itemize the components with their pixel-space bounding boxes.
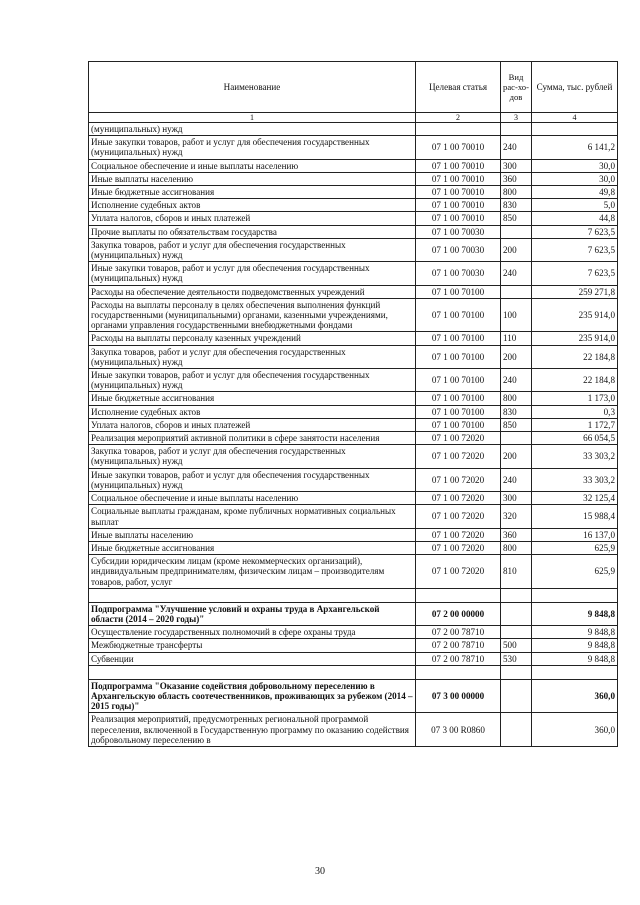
cell-sum: 22 184,8: [532, 345, 618, 368]
cell-code: 07 1 00 72020: [416, 492, 501, 505]
table-row: [89, 186, 618, 199]
cell-vid: 240: [501, 136, 532, 159]
cell-vid: 320: [501, 505, 532, 528]
cell-name: Иные закупки товаров, работ и услуг для обеспечения государственных (муниципальных) нужд: [89, 468, 416, 491]
table-row: [89, 652, 618, 665]
table-row: [89, 418, 618, 431]
table-row: [89, 626, 618, 639]
cell-code: 07 1 00 70100: [416, 332, 501, 345]
table-row: [89, 159, 618, 172]
cell-name: Межбюджетные трансферты: [89, 639, 416, 652]
cell-sum: 235 914,0: [532, 298, 618, 332]
table-row: [89, 298, 618, 332]
cell-vid: 110: [501, 332, 532, 345]
cell-code: 07 2 00 00000: [416, 602, 501, 625]
table-column-numbers-row: [89, 113, 618, 123]
cell-code: 07 2 00 78710: [416, 652, 501, 665]
table-row: [89, 432, 618, 445]
cell-name: (муниципальных) нужд: [89, 123, 416, 136]
cell-name: Иные закупки товаров, работ и услуг для обеспечения государственных (муниципальных) нужд: [89, 369, 416, 392]
cell-sum: 360,0: [532, 679, 618, 713]
spacer-row: [89, 588, 618, 602]
table-row: [89, 172, 618, 185]
cell-sum: 235 914,0: [532, 332, 618, 345]
cell-code: 07 1 00 70100: [416, 285, 501, 298]
cell-name: Реализация мероприятий, предусмотренных региональной программой переселения, включенной в Государственную программу по оказанию содействия добровольному переселению в: [89, 713, 416, 747]
cell-sum: 66 054,5: [532, 432, 618, 445]
cell-vid: [501, 285, 532, 298]
table-row: [89, 136, 618, 159]
cell-name: Уплата налогов, сборов и иных платежей: [89, 418, 416, 431]
cell-vid: 530: [501, 652, 532, 665]
cell-code: 07 1 00 70010: [416, 159, 501, 172]
cell-name: Подпрограмма "Улучшение условий и охраны труда в Архангельской области (2014 – 2020 годы)": [89, 602, 416, 625]
cell-sum: 44,8: [532, 212, 618, 225]
table-row: [89, 528, 618, 541]
cell-code: 07 1 00 70100: [416, 405, 501, 418]
cell-code: 07 1 00 72020: [416, 505, 501, 528]
table-row: [89, 345, 618, 368]
cell-name: Осуществление государственных полномочий в сфере охраны труда: [89, 626, 416, 639]
cell-code: 07 1 00 70030: [416, 262, 501, 285]
cell-vid: 830: [501, 405, 532, 418]
cell-name: Исполнение судебных актов: [89, 405, 416, 418]
table-row: [89, 238, 618, 261]
cell-code: 07 1 00 70030: [416, 225, 501, 238]
table-row: [89, 123, 618, 136]
cell-code: 07 1 00 72020: [416, 541, 501, 554]
table-row: [89, 679, 618, 713]
table-header-row: [89, 62, 618, 113]
cell-sum: 5,0: [532, 199, 618, 212]
cell-code: 07 1 00 70010: [416, 136, 501, 159]
empty-cell: [501, 665, 532, 679]
cell-sum: 16 137,0: [532, 528, 618, 541]
cell-sum: 33 303,2: [532, 468, 618, 491]
cell-code: 07 1 00 70100: [416, 418, 501, 431]
cell-code: 07 1 00 70010: [416, 212, 501, 225]
cell-sum: 0,3: [532, 405, 618, 418]
column-number: 3: [501, 113, 532, 123]
cell-code: 07 1 00 70010: [416, 172, 501, 185]
cell-vid: [501, 602, 532, 625]
cell-sum: 259 271,8: [532, 285, 618, 298]
cell-vid: 800: [501, 392, 532, 405]
cell-sum: 7 623,5: [532, 238, 618, 261]
cell-vid: [501, 432, 532, 445]
cell-vid: [501, 626, 532, 639]
cell-name: Иные выплаты населению: [89, 172, 416, 185]
table-row: [89, 555, 618, 589]
table-row: [89, 225, 618, 238]
cell-sum: 1 173,0: [532, 392, 618, 405]
cell-code: 07 1 00 70100: [416, 345, 501, 368]
table-row: [89, 505, 618, 528]
cell-vid: 100: [501, 298, 532, 332]
cell-code: 07 1 00 70010: [416, 186, 501, 199]
cell-name: Субвенции: [89, 652, 416, 665]
cell-vid: 800: [501, 186, 532, 199]
empty-cell: [416, 588, 501, 602]
cell-name: Субсидии юридическим лицам (кроме некоммерческих организаций), индивидуальным предпринимателям, физическим лицам – производителям товаров, работ, услуг: [89, 555, 416, 589]
cell-vid: [501, 713, 532, 747]
cell-sum: 1 172,7: [532, 418, 618, 431]
cell-sum: 9 848,8: [532, 602, 618, 625]
column-number: 1: [89, 113, 416, 123]
cell-vid: 850: [501, 212, 532, 225]
cell-name: Закупка товаров, работ и услуг для обеспечения государственных (муниципальных) нужд: [89, 345, 416, 368]
cell-vid: 360: [501, 528, 532, 541]
cell-sum: 7 623,5: [532, 262, 618, 285]
budget-table: [88, 61, 618, 747]
cell-name: Иные закупки товаров, работ и услуг для обеспечения государственных (муниципальных) нужд: [89, 262, 416, 285]
cell-name: Закупка товаров, работ и услуг для обеспечения государственных (муниципальных) нужд: [89, 238, 416, 261]
table-row: [89, 369, 618, 392]
cell-name: Закупка товаров, работ и услуг для обеспечения государственных (муниципальных) нужд: [89, 445, 416, 468]
cell-name: Иные бюджетные ассигнования: [89, 541, 416, 554]
table-row: [89, 285, 618, 298]
empty-cell: [532, 588, 618, 602]
table-row: [89, 262, 618, 285]
spacer-row: [89, 665, 618, 679]
cell-vid: 200: [501, 238, 532, 261]
cell-vid: 800: [501, 541, 532, 554]
cell-code: 07 2 00 78710: [416, 626, 501, 639]
cell-name: Исполнение судебных актов: [89, 199, 416, 212]
table-row: [89, 468, 618, 491]
cell-name: Подпрограмма "Оказание содействия добровольному переселению в Архангельскую область соотечественников, проживающих за рубежом (2014 – 2015 годы)": [89, 679, 416, 713]
cell-code: 07 2 00 78710: [416, 639, 501, 652]
cell-name: Уплата налогов, сборов и иных платежей: [89, 212, 416, 225]
table-row: [89, 405, 618, 418]
header-vid: Вид рас-хо-дов: [501, 62, 532, 113]
table-row: [89, 445, 618, 468]
cell-vid: 200: [501, 345, 532, 368]
cell-name: Социальные выплаты гражданам, кроме публичных нормативных социальных выплат: [89, 505, 416, 528]
empty-cell: [532, 665, 618, 679]
header-code: Целевая статья: [416, 62, 501, 113]
table-row: [89, 199, 618, 212]
cell-sum: 32 125,4: [532, 492, 618, 505]
cell-sum: 625,9: [532, 555, 618, 589]
cell-vid: 240: [501, 262, 532, 285]
table-row: [89, 492, 618, 505]
empty-cell: [89, 665, 416, 679]
cell-sum: 6 141,2: [532, 136, 618, 159]
cell-vid: [501, 679, 532, 713]
empty-cell: [416, 665, 501, 679]
cell-code: 07 1 00 72020: [416, 445, 501, 468]
cell-code: 07 3 00 00000: [416, 679, 501, 713]
page-number: 30: [315, 866, 325, 877]
cell-sum: [532, 123, 618, 136]
column-number: 4: [532, 113, 618, 123]
cell-name: Расходы на выплаты персоналу казенных учреждений: [89, 332, 416, 345]
cell-vid: 300: [501, 159, 532, 172]
cell-code: 07 3 00 R0860: [416, 713, 501, 747]
table-row: [89, 392, 618, 405]
cell-name: Социальное обеспечение и иные выплаты населению: [89, 492, 416, 505]
cell-sum: 30,0: [532, 159, 618, 172]
cell-sum: 33 303,2: [532, 445, 618, 468]
cell-name: Реализация мероприятий активной политики в сфере занятости населения: [89, 432, 416, 445]
cell-name: Социальное обеспечение и иные выплаты населению: [89, 159, 416, 172]
cell-sum: 22 184,8: [532, 369, 618, 392]
cell-vid: 830: [501, 199, 532, 212]
cell-sum: 15 988,4: [532, 505, 618, 528]
table-row: [89, 639, 618, 652]
table-row: [89, 713, 618, 747]
column-number: 2: [416, 113, 501, 123]
cell-code: 07 1 00 70100: [416, 369, 501, 392]
cell-vid: 500: [501, 639, 532, 652]
table-body: [89, 123, 618, 747]
cell-code: 07 1 00 70010: [416, 199, 501, 212]
header-name: Наименование: [89, 62, 416, 113]
empty-cell: [89, 588, 416, 602]
cell-sum: 9 848,8: [532, 639, 618, 652]
cell-sum: 9 848,8: [532, 626, 618, 639]
header-sum: Сумма, тыс. рублей: [532, 62, 618, 113]
cell-vid: 810: [501, 555, 532, 589]
cell-sum: 625,9: [532, 541, 618, 554]
empty-cell: [501, 588, 532, 602]
cell-sum: 9 848,8: [532, 652, 618, 665]
cell-vid: 850: [501, 418, 532, 431]
cell-vid: [501, 123, 532, 136]
cell-name: Расходы на выплаты персоналу в целях обеспечения выполнения функций государственными (муниципальными) органами, казенными учреждениями, органами управления государственными внебюджетными фондами: [89, 298, 416, 332]
cell-sum: 360,0: [532, 713, 618, 747]
cell-name: Расходы на обеспечение деятельности подведомственных учреждений: [89, 285, 416, 298]
cell-name: Иные закупки товаров, работ и услуг для обеспечения государственных (муниципальных) нужд: [89, 136, 416, 159]
cell-code: 07 1 00 72020: [416, 468, 501, 491]
cell-name: Иные выплаты населению: [89, 528, 416, 541]
table-row: [89, 212, 618, 225]
cell-code: [416, 123, 501, 136]
cell-code: 07 1 00 70030: [416, 238, 501, 261]
cell-sum: 7 623,5: [532, 225, 618, 238]
cell-code: 07 1 00 72020: [416, 528, 501, 541]
budget-table-page: [88, 61, 615, 747]
table-row: [89, 541, 618, 554]
cell-vid: 240: [501, 468, 532, 491]
cell-name: Иные бюджетные ассигнования: [89, 392, 416, 405]
cell-vid: 360: [501, 172, 532, 185]
cell-code: 07 1 00 70100: [416, 298, 501, 332]
cell-name: Иные бюджетные ассигнования: [89, 186, 416, 199]
cell-name: Прочие выплаты по обязательствам государства: [89, 225, 416, 238]
cell-vid: 200: [501, 445, 532, 468]
table-row: [89, 332, 618, 345]
cell-sum: 30,0: [532, 172, 618, 185]
cell-code: 07 1 00 72020: [416, 432, 501, 445]
cell-code: 07 1 00 70100: [416, 392, 501, 405]
cell-vid: [501, 225, 532, 238]
cell-vid: 300: [501, 492, 532, 505]
cell-sum: 49,8: [532, 186, 618, 199]
cell-code: 07 1 00 72020: [416, 555, 501, 589]
table-row: [89, 602, 618, 625]
cell-vid: 240: [501, 369, 532, 392]
